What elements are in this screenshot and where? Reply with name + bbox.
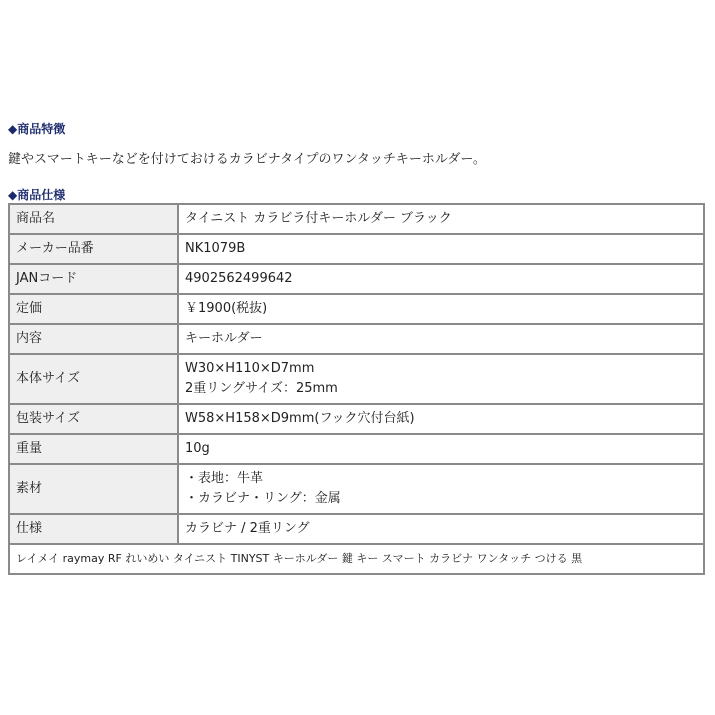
- table-row: [9, 204, 704, 234]
- spec-table: [8, 203, 705, 575]
- spec-value: [178, 354, 704, 404]
- spec-label: 本体サイズ: [9, 354, 178, 404]
- spec-value: [178, 204, 704, 234]
- spec-value-line: ・表地：牛革: [185, 471, 264, 486]
- table-row: [9, 434, 704, 464]
- spec-label: 包装サイズ: [9, 404, 178, 434]
- features-heading: ◆商品特徴: [8, 122, 66, 136]
- table-row: [9, 264, 704, 294]
- specs-heading: ◆商品仕様: [8, 188, 66, 202]
- table-row: [9, 514, 704, 544]
- spec-label: メーカー品番: [9, 234, 178, 264]
- spec-value-line: カラビナ / 2重リング: [185, 521, 310, 536]
- spec-label: 商品名: [9, 204, 178, 234]
- spec-value: [178, 324, 704, 354]
- spec-label: 定価: [9, 294, 178, 324]
- spec-value-line: ・カラビナ・リング：金属: [185, 491, 341, 506]
- spec-value-line: W58×H158×D9mm(フック穴付台紙): [185, 411, 415, 426]
- spec-value-line: タイニスト カラビラ付キーホルダー ブラック: [185, 211, 452, 226]
- spec-value: [178, 294, 704, 324]
- table-row: [9, 324, 704, 354]
- table-row: [9, 234, 704, 264]
- spec-label: 素材: [9, 464, 178, 514]
- spec-value: [178, 514, 704, 544]
- features-text: 鍵やスマートキーなどを付けておけるカラビナタイプのワンタッチキーホルダー。: [8, 152, 486, 167]
- spec-label: 仕様: [9, 514, 178, 544]
- spec-value-line: 4902562499642: [185, 271, 293, 286]
- spec-value: [178, 264, 704, 294]
- spec-value-line: NK1079B: [185, 241, 246, 256]
- spec-value-line: W30×H110×D7mm: [185, 361, 315, 376]
- table-row: [9, 294, 704, 324]
- spec-value: [178, 464, 704, 514]
- keywords-row: [9, 544, 704, 574]
- keywords: レイメイ raymay RF れいめい タイニスト TINYST キーホルダー 鍵 キー スマート カラビナ ワンタッチ つける 黒: [9, 544, 704, 574]
- spec-value: [178, 434, 704, 464]
- spec-value-line: キーホルダー: [185, 331, 263, 346]
- spec-label: 内容: [9, 324, 178, 354]
- spec-value-line: ￥1900(税抜): [185, 301, 268, 316]
- spec-value-line: 2重リングサイズ：25mm: [185, 381, 338, 396]
- spec-value: [178, 234, 704, 264]
- table-row: [9, 404, 704, 434]
- spec-value: [178, 404, 704, 434]
- table-row: [9, 464, 704, 514]
- spec-label: 重量: [9, 434, 178, 464]
- spec-label: JANコード: [9, 264, 178, 294]
- table-row: [9, 354, 704, 404]
- spec-value-line: 10g: [185, 441, 210, 456]
